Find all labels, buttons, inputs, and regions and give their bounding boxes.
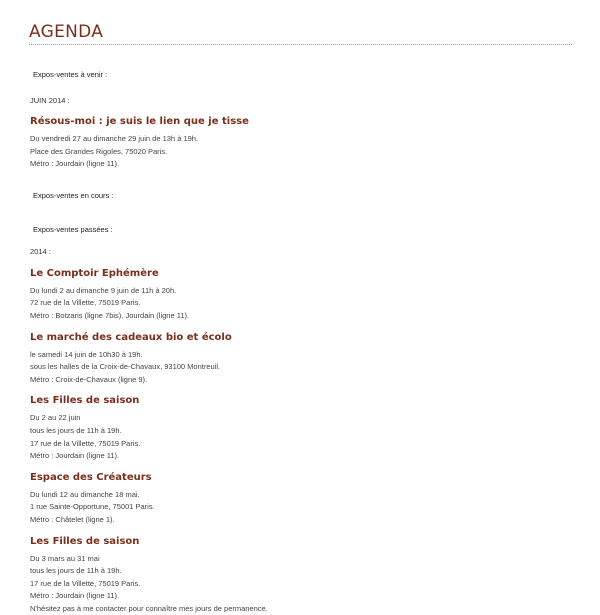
event-title: Résous-moi : je suis le lien que je tisse	[29, 115, 572, 128]
event-date: Du 3 mars au 31 mai	[29, 553, 572, 566]
event-title: Espace des Créateurs	[29, 471, 572, 484]
event-details	[29, 349, 572, 387]
event-details	[29, 133, 572, 171]
event-address: 17 rue de la Villette, 75019 Paris.	[29, 578, 572, 591]
event-date: Du lundi 12 au dimanche 18 mai.	[29, 489, 572, 502]
event-title: Les Filles de saison	[29, 394, 572, 407]
event-hours: tous les jours de 11h à 19h.	[29, 565, 572, 578]
event-metro: Métro : Jourdain (ligne 11).	[29, 158, 572, 171]
event-address: 72 rue de la Villette, 75019 Paris.	[29, 297, 572, 310]
event-block	[29, 331, 572, 387]
event-date: Du vendredi 27 au dimanche 29 juin de 13h à 19h.	[29, 133, 572, 146]
page-title: AGENDA	[29, 22, 572, 42]
agenda-page	[29, 0, 572, 615]
event-details	[29, 412, 572, 462]
event-metro: Métro : Châtelet (ligne 1).	[29, 514, 572, 527]
section-label-current: Expos-ventes en cours :	[29, 191, 572, 201]
event-address: 17 rue de la Villette, 75019 Paris.	[29, 438, 572, 451]
event-metro: Métro : Jourdain (ligne 11).	[29, 450, 572, 463]
event-hours: tous les jours de 11h à 19h.	[29, 425, 572, 438]
event-block	[29, 394, 572, 462]
event-block	[29, 267, 572, 323]
event-details	[29, 285, 572, 323]
event-block	[29, 535, 572, 615]
event-date: le samedi 14 juin de 10h30 à 19h.	[29, 349, 572, 362]
event-note: N'hésitez pas à me contacter pour connaître mes jours de permanence.	[29, 603, 572, 615]
event-title: Les Filles de saison	[29, 535, 572, 548]
event-title: Le Comptoir Ephémère	[29, 267, 572, 280]
event-address: 1 rue Sainte-Opportune, 75001 Paris.	[29, 501, 572, 514]
event-date: Du lundi 2 au dimanche 9 juin de 11h à 20h.	[29, 285, 572, 298]
section-label-upcoming: Expos-ventes à venir :	[29, 70, 572, 80]
section-label-past: Expos-ventes passées :	[29, 225, 572, 235]
event-title: Le marché des cadeaux bio et écolo	[29, 331, 572, 344]
event-address: sous les halles de la Croix-de-Chavaux, 93100 Montreuil.	[29, 361, 572, 374]
event-metro: Métro : Croix-de-Chavaux (ligne 9).	[29, 374, 572, 387]
event-date: Du 2 au 22 juin	[29, 412, 572, 425]
event-block	[29, 471, 572, 527]
event-metro: Métro : Botzaris (ligne 7bis), Jourdain (ligne 11).	[29, 310, 572, 323]
event-details	[29, 553, 572, 615]
event-address: Place des Grandes Rigoles, 75020 Paris.	[29, 146, 572, 159]
event-details	[29, 489, 572, 527]
title-divider	[29, 44, 572, 45]
period-label-upcoming: JUIN 2014 :	[29, 96, 572, 106]
period-label-past: 2014 :	[29, 247, 572, 257]
event-metro: Métro : Jourdain (ligne 11).	[29, 590, 572, 603]
event-block	[29, 115, 572, 171]
